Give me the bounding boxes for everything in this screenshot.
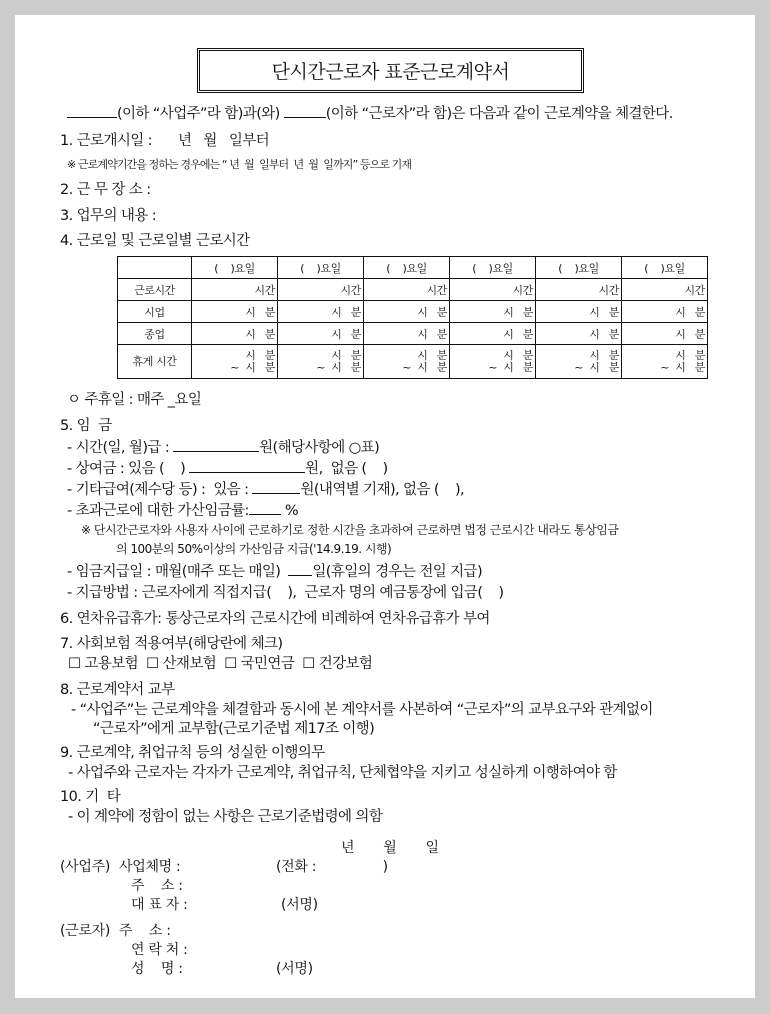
wage-payment-method: - 지급방법 : 근로자에게 직접지급( ), 근로자 명의 예금통장에 입금( ) — [67, 585, 504, 601]
section-4-working-days: 4. 근로일 및 근로일별 근로시간 — [60, 233, 250, 249]
break-time-cell[interactable]: 시 분 ~ 시 분 — [536, 345, 622, 379]
intro-line: (이하 “사업주”라 함)과(와) (이하 “근로자”라 함)은 다음과 같이 근로계약을 체결한다. — [67, 102, 673, 123]
row-label-end: 종업 — [118, 323, 192, 345]
work-hours-cell[interactable]: 시간 — [192, 279, 278, 301]
insurance-checkbox-employment[interactable]: ☐ 고용보험 — [68, 656, 139, 672]
employer-phone-label: (전화 : ) — [276, 859, 388, 875]
section-8-line-1: - “사업주”는 근로계약을 체결함과 동시에 본 계약서를 사본하여 “근로자”의 교부요구와 관계없이 — [71, 702, 653, 718]
table-row — [118, 345, 708, 379]
day-header[interactable]: ( )요일 — [278, 257, 364, 279]
section-10-other: 10. 기 타 — [60, 789, 121, 805]
work-hours-cell[interactable]: 시간 — [450, 279, 536, 301]
row-label-work-hours: 근로시간 — [118, 279, 192, 301]
table-row — [118, 301, 708, 323]
end-time-cell[interactable]: 시 분 — [450, 323, 536, 345]
section-7-social-insurance: 7. 사회보험 적용여부(해당란에 체크) — [60, 636, 283, 652]
work-hours-cell[interactable]: 시간 — [364, 279, 450, 301]
section-8-line-2: “근로자”에게 교부함(근로기준법 제17조 이행) — [93, 721, 375, 737]
section-1-note: ※ 근로계약기간을 정하는 경우에는 “ 년 월 일부터 년 월 일까지” 등으로 기재 — [67, 158, 412, 171]
day-header[interactable]: ( )요일 — [622, 257, 708, 279]
section-9-line-1: - 사업주와 근로자는 각자가 근로계약, 취업규칙, 단체협약을 지키고 성실하게 이행하여야 함 — [68, 765, 617, 781]
wage-hourly-line: - 시간(일, 월)급 : 원(해당사항에 ○표) — [67, 440, 380, 456]
start-time-cell[interactable]: 시 분 — [364, 301, 450, 323]
insurance-checkbox-health[interactable]: ☐ 건강보험 — [302, 656, 373, 672]
table-header-row — [118, 257, 708, 279]
section-1-start-date: 1. 근로개시일 : 년 월 일부터 — [60, 133, 270, 149]
start-time-cell[interactable]: 시 분 — [536, 301, 622, 323]
start-time-cell[interactable]: 시 분 — [192, 301, 278, 323]
work-hours-cell[interactable]: 시간 — [278, 279, 364, 301]
row-label-start: 시업 — [118, 301, 192, 323]
section-9-obligations: 9. 근로계약, 취업규칙 등의 성실한 이행의무 — [60, 745, 325, 761]
section-6-annual-leave: 6. 연차유급휴가: 통상근로자의 근로시간에 비례하여 연차유급휴가 부여 — [60, 611, 490, 627]
employee-signature[interactable]: (서명) — [276, 961, 313, 977]
employee-name-label: 성 명 : — [131, 961, 183, 977]
employee-address-label: 주 소 : — [119, 923, 171, 939]
section-3-job-description: 3. 업무의 내용 : — [60, 208, 156, 224]
start-time-cell[interactable]: 시 분 — [450, 301, 536, 323]
employee-role: (근로자) — [60, 923, 110, 939]
wage-bonus-line: - 상여금 : 있음 ( ) 원, 없음 ( ) — [67, 461, 388, 477]
table-corner-cell — [118, 257, 192, 279]
employer-signature[interactable]: (서명) — [281, 897, 318, 913]
start-time-cell[interactable]: 시 분 — [622, 301, 708, 323]
row-label-break: 휴게 시간 — [118, 345, 192, 379]
break-time-cell[interactable]: 시 분 ~ 시 분 — [450, 345, 536, 379]
end-time-cell[interactable]: 시 분 — [192, 323, 278, 345]
other-pay-blank[interactable] — [252, 481, 300, 494]
overtime-rate-blank[interactable] — [249, 502, 281, 515]
employer-name-blank[interactable] — [67, 105, 117, 118]
section-5-wages: 5. 임 금 — [60, 418, 112, 434]
day-header[interactable]: ( )요일 — [450, 257, 536, 279]
employer-business-name-label: 사업체명 : — [119, 859, 181, 875]
break-time-cell[interactable]: 시 분 ~ 시 분 — [192, 345, 278, 379]
employee-name-blank[interactable] — [284, 105, 326, 118]
wage-other-line: - 기타급여(제수당 등) : 있음 : 원(내역별 기재), 없음 ( ), — [67, 482, 465, 498]
social-insurance-options — [68, 652, 372, 673]
day-header[interactable]: ( )요일 — [192, 257, 278, 279]
employer-role: (사업주) — [60, 859, 110, 875]
wage-overtime-line: - 초과근로에 대한 가산임금률: % — [67, 503, 299, 519]
insurance-checkbox-industrial-accident[interactable]: ☐ 산재보험 — [146, 656, 217, 672]
schedule-table — [117, 256, 708, 379]
section-2-workplace: 2. 근 무 장 소 : — [60, 182, 151, 198]
end-time-cell[interactable]: 시 분 — [278, 323, 364, 345]
end-time-cell[interactable]: 시 분 — [364, 323, 450, 345]
document-title: 단시간근로자 표준근로계약서 — [197, 48, 584, 93]
day-header[interactable]: ( )요일 — [364, 257, 450, 279]
signature-date[interactable]: 년 월 일 — [341, 840, 439, 856]
contract-page — [15, 15, 755, 998]
work-hours-cell[interactable]: 시간 — [536, 279, 622, 301]
end-time-cell[interactable]: 시 분 — [622, 323, 708, 345]
section-8-contract-delivery: 8. 근로계약서 교부 — [60, 682, 175, 698]
start-time-cell[interactable]: 시 분 — [278, 301, 364, 323]
section-10-line-1: - 이 계약에 정함이 없는 사항은 근로기준법령에 의함 — [68, 809, 383, 825]
overtime-note-line-1: ※ 단시간근로자와 사용자 사이에 근로하기로 정한 시간을 초과하여 근로하면 법정 근로시간 내라도 통상임금 — [81, 523, 619, 537]
checkbox-icon: ☐ — [224, 656, 237, 672]
table-row — [118, 279, 708, 301]
hourly-wage-blank[interactable] — [173, 439, 259, 452]
employer-address-label: 주 소 : — [131, 878, 183, 894]
overtime-note-line-2: 의 100분의 50%이상의 가산임금 지급('14.9.19. 시행) — [116, 542, 392, 556]
break-time-cell[interactable]: 시 분 ~ 시 분 — [278, 345, 364, 379]
break-time-cell[interactable]: 시 분 ~ 시 분 — [364, 345, 450, 379]
checkbox-icon: ☐ — [302, 656, 315, 672]
weekly-holiday: ㅇ 주휴일 : 매주 _요일 — [67, 392, 202, 408]
checkbox-icon: ☐ — [68, 656, 81, 672]
day-header[interactable]: ( )요일 — [536, 257, 622, 279]
table-row — [118, 323, 708, 345]
work-hours-cell[interactable]: 시간 — [622, 279, 708, 301]
employer-representative-label: 대 표 자 : — [131, 897, 188, 913]
insurance-checkbox-national-pension[interactable]: ☐ 국민연금 — [224, 656, 295, 672]
wage-payday-line: - 임금지급일 : 매월(매주 또는 매일) 일(휴일의 경우는 전일 지급) — [67, 564, 483, 580]
checkbox-icon: ☐ — [146, 656, 159, 672]
employee-contact-label: 연 락 처 : — [131, 942, 188, 958]
end-time-cell[interactable]: 시 분 — [536, 323, 622, 345]
bonus-amount-blank[interactable] — [189, 460, 305, 473]
break-time-cell[interactable]: 시 분 ~ 시 분 — [622, 345, 708, 379]
payday-blank[interactable] — [288, 563, 312, 576]
